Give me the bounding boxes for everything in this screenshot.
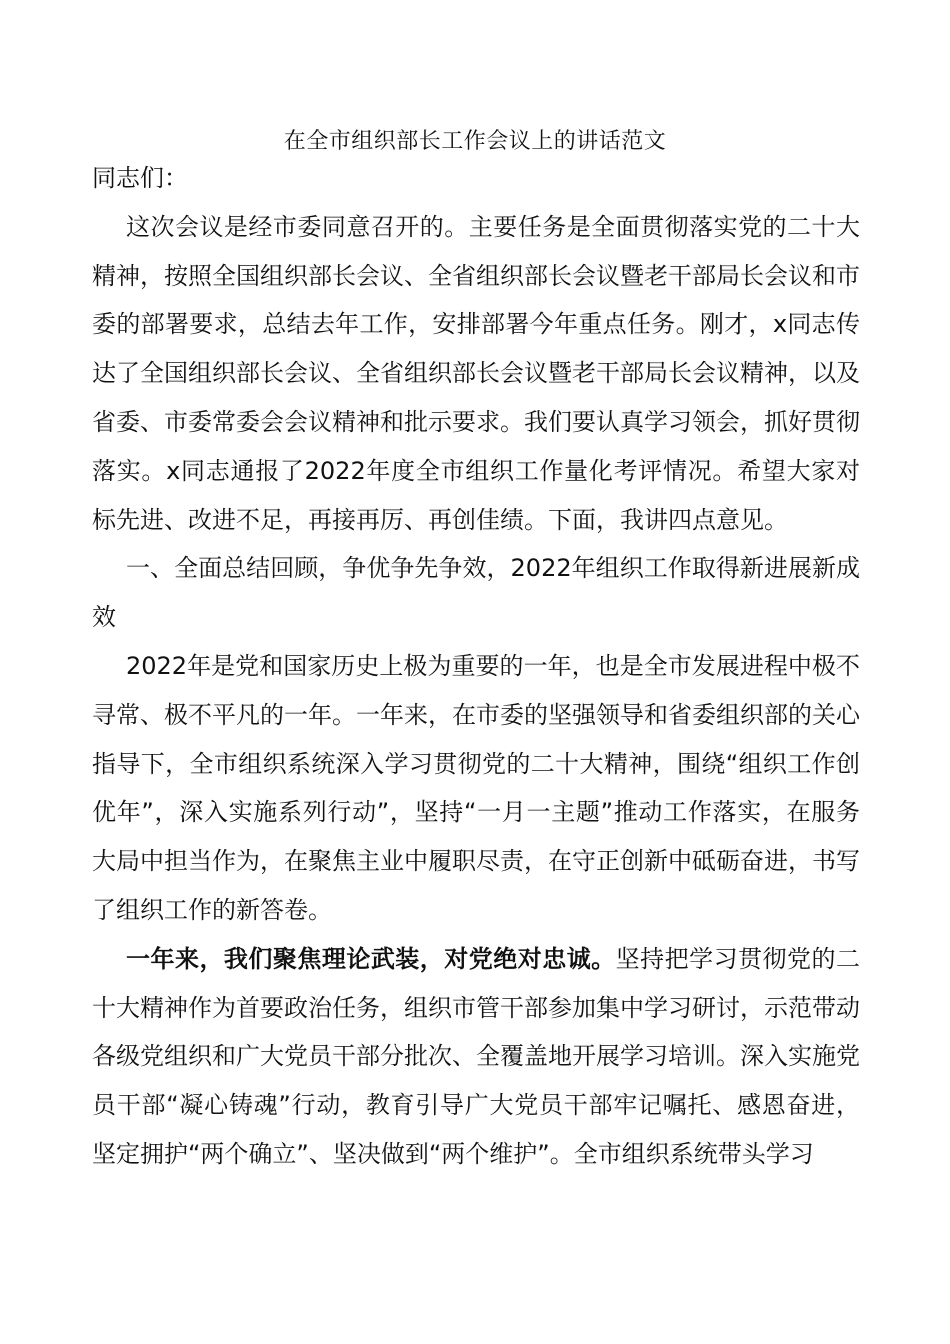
paragraph-theory-lead: 一年来，我们聚焦理论武装，对党绝对忠诚。: [126, 944, 616, 973]
paragraph-intro-text: 这次会议是经市委同意召开的。主要任务是全面贯彻落实党的二十大精神，按照全国组织部长会议、全省组织部长会议暨老干部局长会议和市委的部署要求，总结去年工作，安排部署今年重点任务。刚才，x同志传达了全国组织部长会议、全省组织部长会议暨老干部局长会议精神，以及省委、市委常委会会议精神和批示要求。我们要认真学习领会，抓好贯彻落实。x同志通报了2022年度全市组织工作量化考评情况。希望大家对标先进、改进不足，再接再厉、再创佳绩。下面，我讲四点意见。: [92, 212, 860, 534]
paragraph-review: [92, 642, 860, 935]
document-title: 在全市组织部长工作会议上的讲话范文: [283, 129, 667, 154]
section-heading-1-text: 一、全面总结回顾，争优争先争效，2022年组织工作取得新进展新成效: [92, 554, 860, 632]
paragraph-review-text: 2022年是党和国家历史上极为重要的一年，也是全市发展进程中极不寻常、极不平凡的一年。一年来，在市委的坚强领导和省委组织部的关心指导下，全市组织系统深入学习贯彻党的二十大精神，围绕“组织工作创优年”，深入实施系列行动”，坚持“一月一主题”推动工作落实，在服务大局中担当作为，在聚焦主业中履职尽责，在守正创新中砥砺奋进，书写了组织工作的新答卷。: [92, 651, 860, 924]
section-heading-1: [92, 544, 860, 642]
paragraph-intro: [92, 203, 860, 545]
salutation: 同志们：: [92, 164, 188, 192]
document-body: [92, 154, 860, 1179]
paragraph-theory: [92, 935, 860, 1179]
paragraph-theory-text: 坚持把学习贯彻党的二十大精神作为首要政治任务，组织市管干部参加集中学习研讨，示范带动各级党组织和广大党员干部分批次、全覆盖地开展学习培训。深入实施党员干部“凝心铸魂”行动，教育引导广大党员干部牢记嘱托、感恩奋进，坚定拥护“两个确立”、坚决做到“两个维护”。全市组织系统带头学习: [92, 944, 861, 1168]
